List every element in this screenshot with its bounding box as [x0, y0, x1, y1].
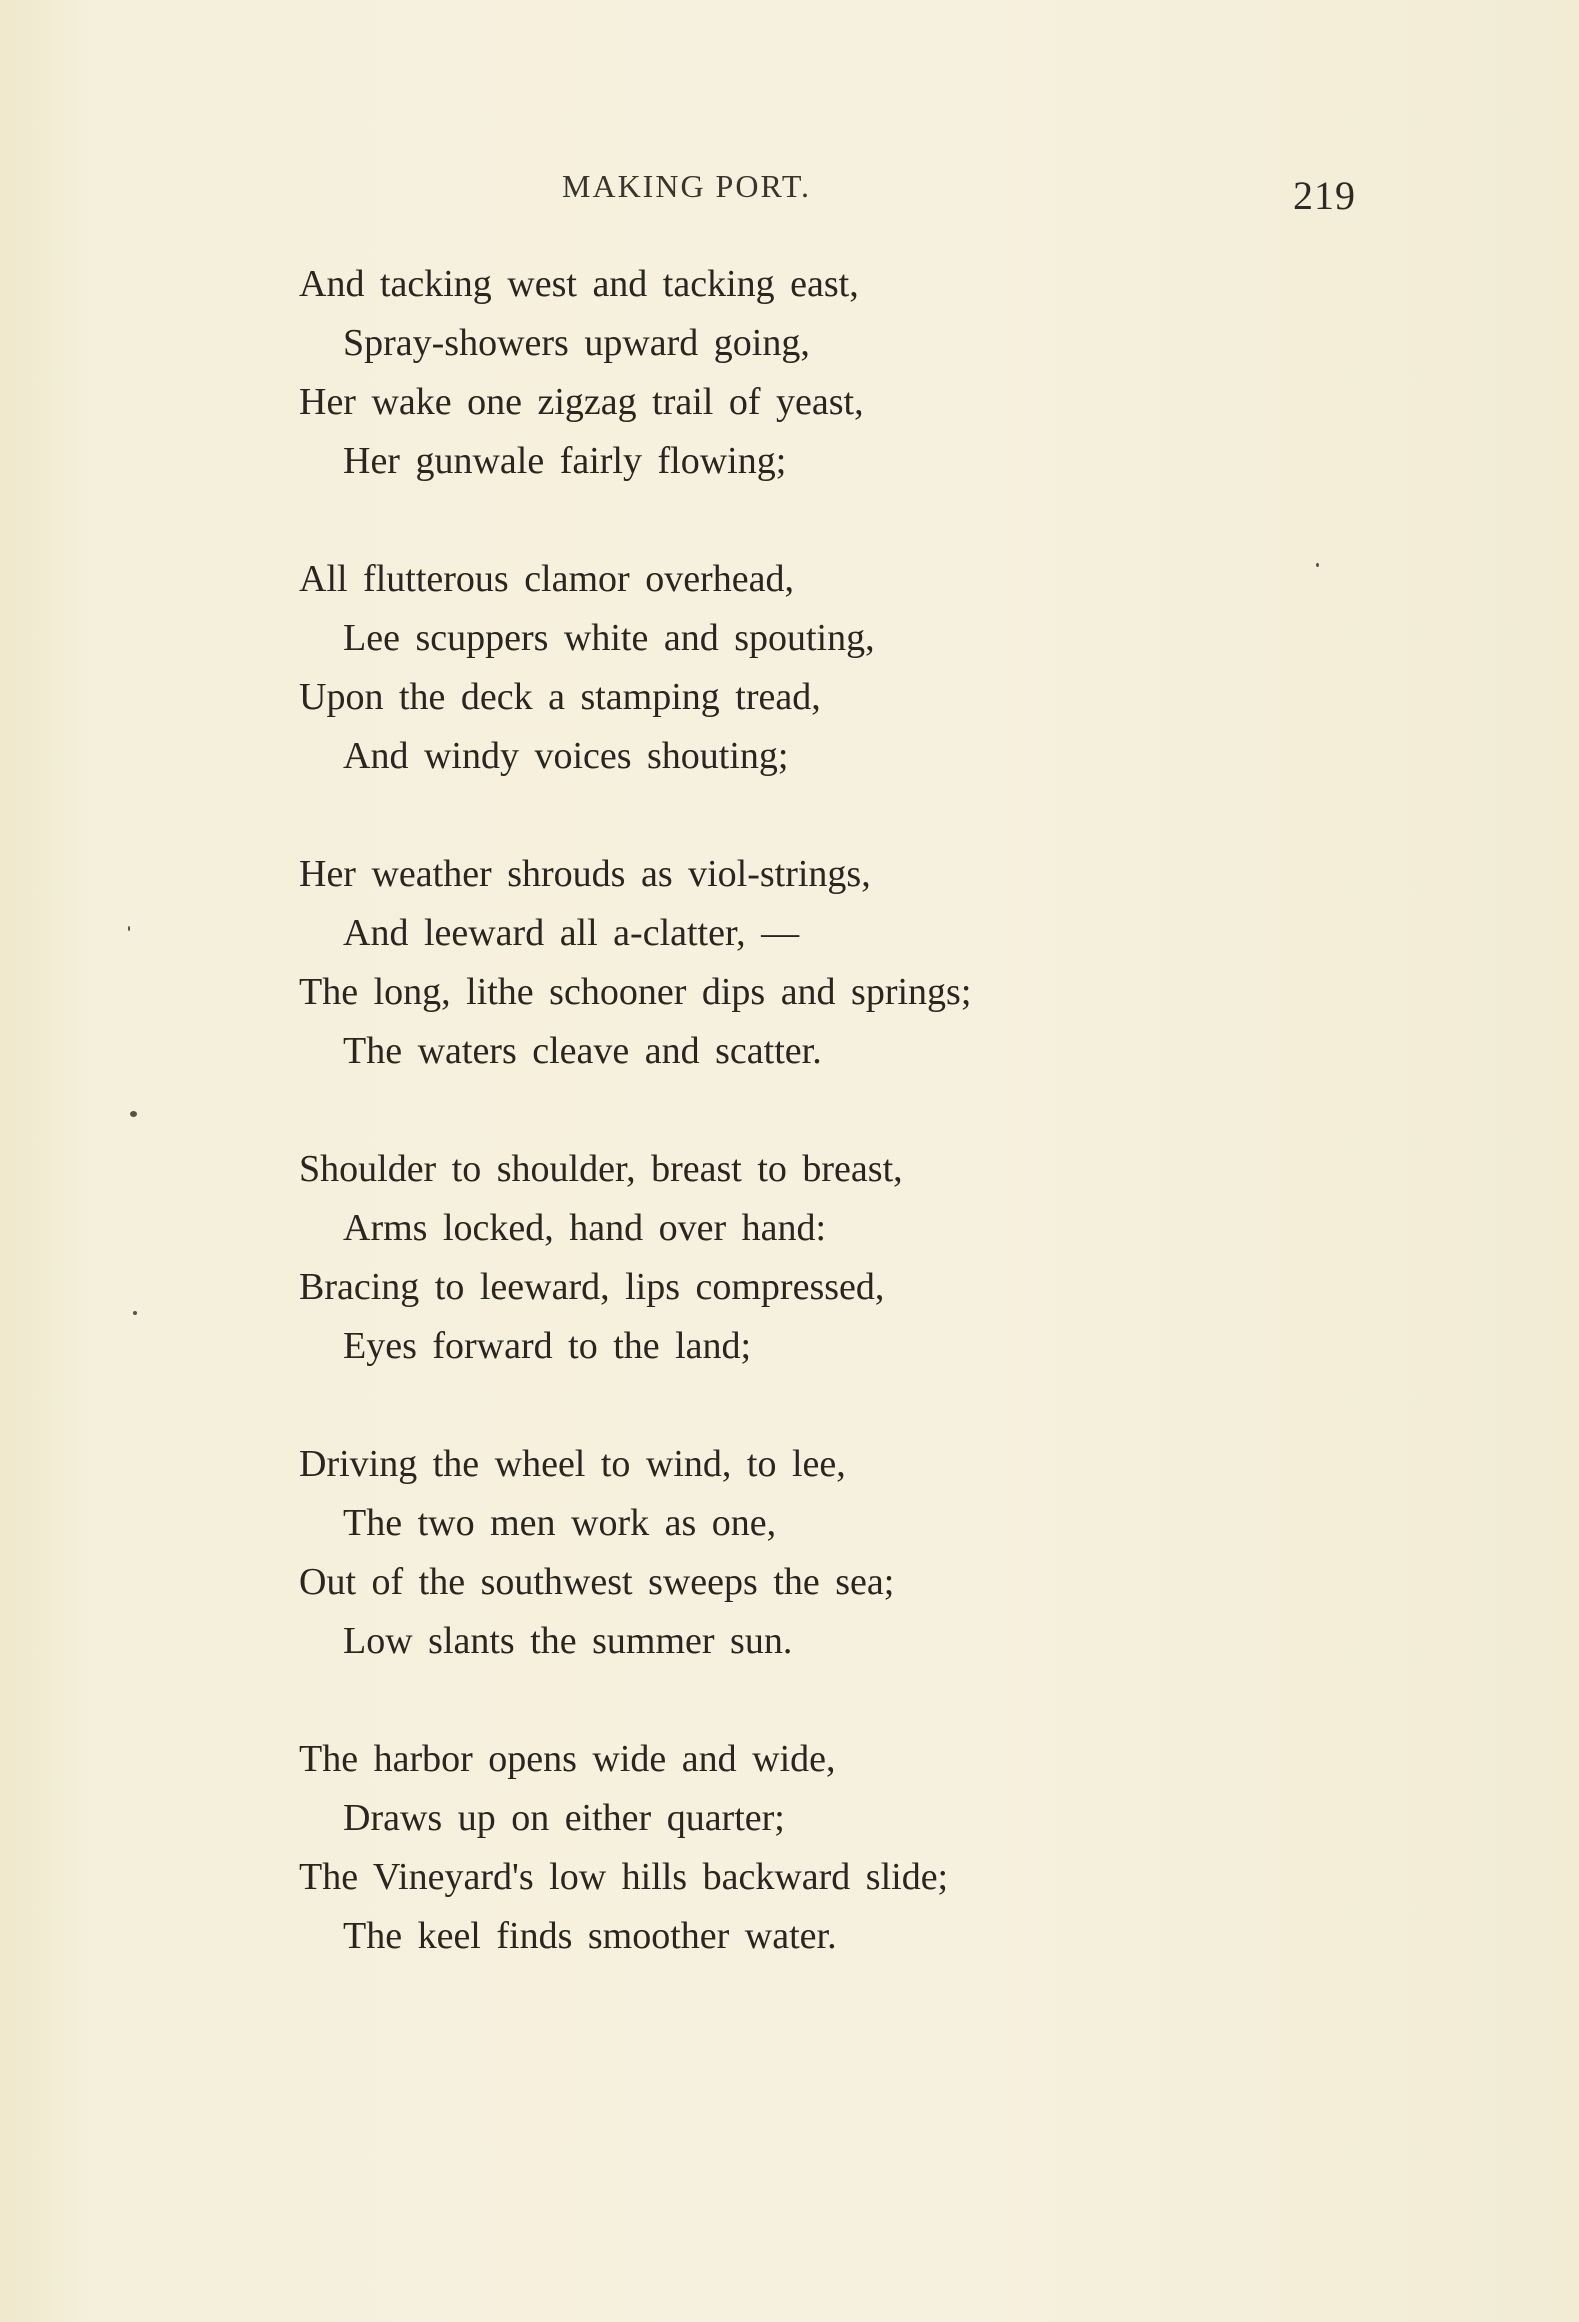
stanza — [299, 255, 1449, 491]
verse-line: Low slants the summer sun. — [343, 1620, 793, 1662]
paper-speck — [133, 1311, 137, 1315]
verse-line: The harbor opens wide and wide, — [299, 1738, 836, 1780]
verse-line: Upon the deck a stamping tread, — [299, 676, 821, 718]
paper-speck — [1316, 563, 1319, 567]
paper-speck — [128, 926, 130, 931]
verse-line: Shoulder to shoulder, breast to breast, — [299, 1148, 903, 1190]
verse-line: Lee scuppers white and spouting, — [343, 617, 875, 659]
verse-line: Her weather shrouds as viol-strings, — [299, 853, 871, 895]
page-number: 219 — [1293, 173, 1356, 218]
stanza — [299, 550, 1449, 786]
verse-line: Bracing to leeward, lips compressed, — [299, 1266, 885, 1308]
verse-line: The two men work as one, — [343, 1502, 777, 1544]
paper-speck — [130, 1111, 137, 1117]
stanza — [299, 1435, 1449, 1671]
verse-line: Out of the southwest sweeps the sea; — [299, 1561, 895, 1603]
verse-line: The keel finds smoother water. — [343, 1915, 837, 1957]
verse-line: And leeward all a-clatter, — — [343, 912, 800, 954]
verse-line: And windy voices shouting; — [343, 735, 789, 777]
poem — [299, 255, 1449, 2025]
stanza — [299, 1140, 1449, 1376]
verse-line: Eyes forward to the land; — [343, 1325, 752, 1367]
verse-line: All flutterous clamor overhead, — [299, 558, 794, 600]
verse-line: Spray-showers upward going, — [343, 322, 810, 364]
verse-line: The Vineyard's low hills backward slide; — [299, 1856, 949, 1898]
verse-line: Her gunwale fairly flowing; — [343, 440, 787, 482]
stanza — [299, 845, 1449, 1081]
verse-line: The waters cleave and scatter. — [343, 1030, 822, 1072]
verse-line: The long, lithe schooner dips and springs; — [299, 971, 972, 1013]
verse-line: Arms locked, hand over hand: — [343, 1207, 827, 1249]
stanza — [299, 1730, 1449, 1966]
verse-line: Her wake one zigzag trail of yeast, — [299, 381, 864, 423]
verse-line: And tacking west and tacking east, — [299, 263, 859, 305]
running-head: MAKING PORT. — [562, 168, 812, 204]
verse-line: Driving the wheel to wind, to lee, — [299, 1443, 846, 1485]
verse-line: Draws up on either quarter; — [343, 1797, 785, 1839]
